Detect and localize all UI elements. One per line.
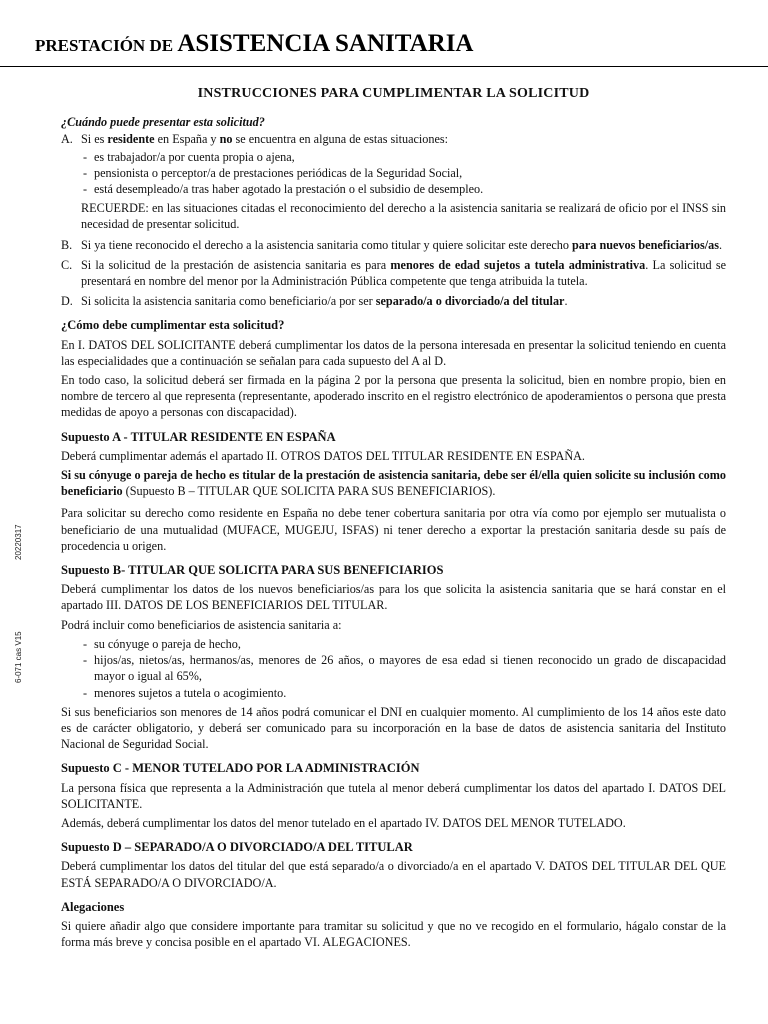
section-a-bold-text: Si su cónyuge o pareja de hecho es titular de la prestación de asistencia sanitaria, debe ser él/ella quien solicite su inclusión como beneficiario: [61, 468, 727, 499]
section-b-list: [81, 636, 726, 701]
section-c-paragraph-2: Además, deberá cumplimentar los datos del menor tutelado en el apartado IV. DATOS DEL MENOR TUTELADO.: [61, 815, 626, 830]
list-item: - hijos/as, nietos/as, hermanos/as, menores de 26 años, o mayores de esa edad si tienen reconocido un grado de discapacidad mayor o igual al 65%,: [81, 652, 726, 684]
page-title: INSTRUCCIONES PARA CUMPLIMENTAR LA SOLICITUD: [197, 86, 590, 101]
case-a: [61, 131, 726, 232]
case-a-text-3: se encuentra en alguna de estas situaciones:: [232, 132, 449, 147]
section-a-text: (Supuesto B – TITULAR QUE SOLICITA PARA SUS BENEFICIARIOS).: [122, 484, 496, 499]
case-d-bold: separado/a o divorciado/a del titular: [375, 294, 565, 309]
case-b-label: B.: [61, 237, 73, 252]
section-a-paragraph-3: Para solicitar su derecho como residente en España no debe tener cobertura sanitaria por otra vía como por ejemplo ser mutualista o beneficiario de una mutualidad (MUFACE, MUGEJU, ISFAS) ni tener derecho a exportar la prestación sanitaria desde su país de procedencia u origen.: [61, 506, 726, 553]
document-header: [35, 30, 473, 58]
side-code-date: 20220317: [14, 524, 23, 560]
case-c: [61, 257, 726, 289]
section-d-title: Supuesto D – SEPARADO/A O DIVORCIADO/A DEL TITULAR: [61, 840, 413, 855]
header-divider: [0, 66, 768, 67]
case-b-text-2: .: [718, 237, 723, 252]
list-item: - pensionista o perceptor/a de prestaciones periódicas de la Seguridad Social,: [81, 165, 726, 181]
list-item: - menores sujetos a tutela o acogimiento.: [81, 685, 726, 701]
section-b-paragraph-1: Deberá cumplimentar los datos de los nuevos beneficiarios/as para los que solicita la asistencia sanitaria que se hará constar en el apartado III. DATOS DE LOS BENEFICIARIOS DEL TITULAR.: [61, 582, 726, 613]
case-a-bold-no: no: [219, 132, 233, 147]
question-when: ¿Cuándo puede presentar esta solicitud?: [61, 115, 265, 130]
how-paragraph-2: En todo caso, la solicitud deberá ser firmada en la página 2 por la persona que presenta la solicitud, bien en nombre propio, bien en nombre de tercero al que representa (representante, apoderado inscrito en el registro electrónico de apoderamientos o persona que presta medidas de apoyo a personas con discapacidad).: [61, 373, 726, 420]
section-c-paragraph-1: La persona física que representa a la Administración que tutela al menor deberá cumplimentar los datos del apartado I. DATOS DEL SOLICITANTE.: [61, 780, 726, 811]
case-a-recuerde: RECUERDE: en las situaciones citadas el reconocimiento del derecho a la asistencia sanitaria se realizará de oficio por el INSS sin necesidad de presentar solicitud.: [81, 201, 726, 232]
section-b-paragraph-2: Podrá incluir como beneficiarios de asistencia sanitaria a:: [61, 617, 342, 632]
list-item: - su cónyuge o pareja de hecho,: [81, 636, 726, 652]
case-c-bold: menores de edad sujetos a tutela administrativa: [390, 257, 646, 272]
case-c-label: C.: [61, 257, 73, 272]
case-d-text: Si solicita la asistencia sanitaria como beneficiario/a por ser: [81, 294, 376, 309]
case-d-label: D.: [61, 294, 73, 309]
case-a-label: A.: [61, 132, 73, 147]
case-c-text: Si la solicitud de la prestación de asistencia sanitaria es para: [81, 257, 391, 272]
section-a-title: Supuesto A - TITULAR RESIDENTE EN ESPAÑA: [61, 429, 336, 444]
case-d: [61, 293, 726, 309]
side-code-form: 6-071 cas V15: [14, 631, 23, 683]
section-b-paragraph-3: Si sus beneficiarios son menores de 14 años podrá comunicar el DNI en cualquier momento. Al cumplimiento de los 14 años este dato es de carácter obligatorio, y deberá ser comunicado para su incorporación en la base de datos de asistencia sanitaria del Instituto Nacional de Seguridad Social.: [61, 704, 726, 752]
how-paragraph-1: En I. DATOS DEL SOLICITANTE deberá cumplimentar los datos de la persona interesada en presentar la solicitud teniendo en cuenta las especialidades que a continuación se señalan para cada supuesto del A al D.: [61, 337, 726, 368]
case-a-text: Si es: [81, 132, 108, 147]
case-a-bold-residente: residente: [107, 132, 155, 147]
section-d-paragraph-1: Deberá cumplimentar los datos del titular del que está separado/a o divorciado/a en el apartado V. DATOS DEL TITULAR DEL QUE ESTÁ SEPARADO/A O DIVORCIADO/A.: [61, 859, 726, 890]
header-title: ASISTENCIA SANITARIA: [177, 30, 474, 57]
question-how: ¿Cómo debe cumplimentar esta solicitud?: [61, 318, 285, 333]
section-c-title: Supuesto C - MENOR TUTELADO POR LA ADMINISTRACIÓN: [61, 761, 420, 776]
case-c-text-2: . La solicitud se presentará en nombre del menor por la Administración Pública competente que tenga atribuida la tutela.: [81, 257, 727, 289]
case-b-bold: para nuevos beneficiarios/as: [572, 237, 719, 252]
list-item: - es trabajador/a por cuenta propia o ajena,: [81, 149, 726, 165]
allegations-paragraph: Si quiere añadir algo que considere importante para tramitar su solicitud y que no ve recogido en el formulario, hágalo constar de la forma más breve y concisa posible en el apartado VI. ALEGACIONES.: [61, 918, 726, 950]
instructions-body: [61, 86, 726, 953]
case-d-text-2: .: [564, 294, 568, 309]
list-item: - está desempleado/a tras haber agotado la prestación o el subsidio de desempleo.: [81, 181, 726, 197]
case-a-text-2: en España y: [154, 132, 220, 147]
section-a-paragraph-2: [61, 467, 726, 499]
allegations-title: Alegaciones: [61, 899, 125, 914]
case-a-list: [81, 149, 726, 198]
case-b: [61, 237, 726, 253]
case-b-text: Si ya tiene reconocido el derecho a la asistencia sanitaria como titular y quiere solicitar este derecho: [81, 237, 573, 252]
section-a-paragraph-1: Deberá cumplimentar además el apartado II. OTROS DATOS DEL TITULAR RESIDENTE EN ESPAÑA.: [61, 448, 585, 463]
section-b-title: Supuesto B- TITULAR QUE SOLICITA PARA SUS BENEFICIARIOS: [61, 563, 444, 578]
header-prefix: PRESTACIÓN DE: [35, 36, 178, 55]
